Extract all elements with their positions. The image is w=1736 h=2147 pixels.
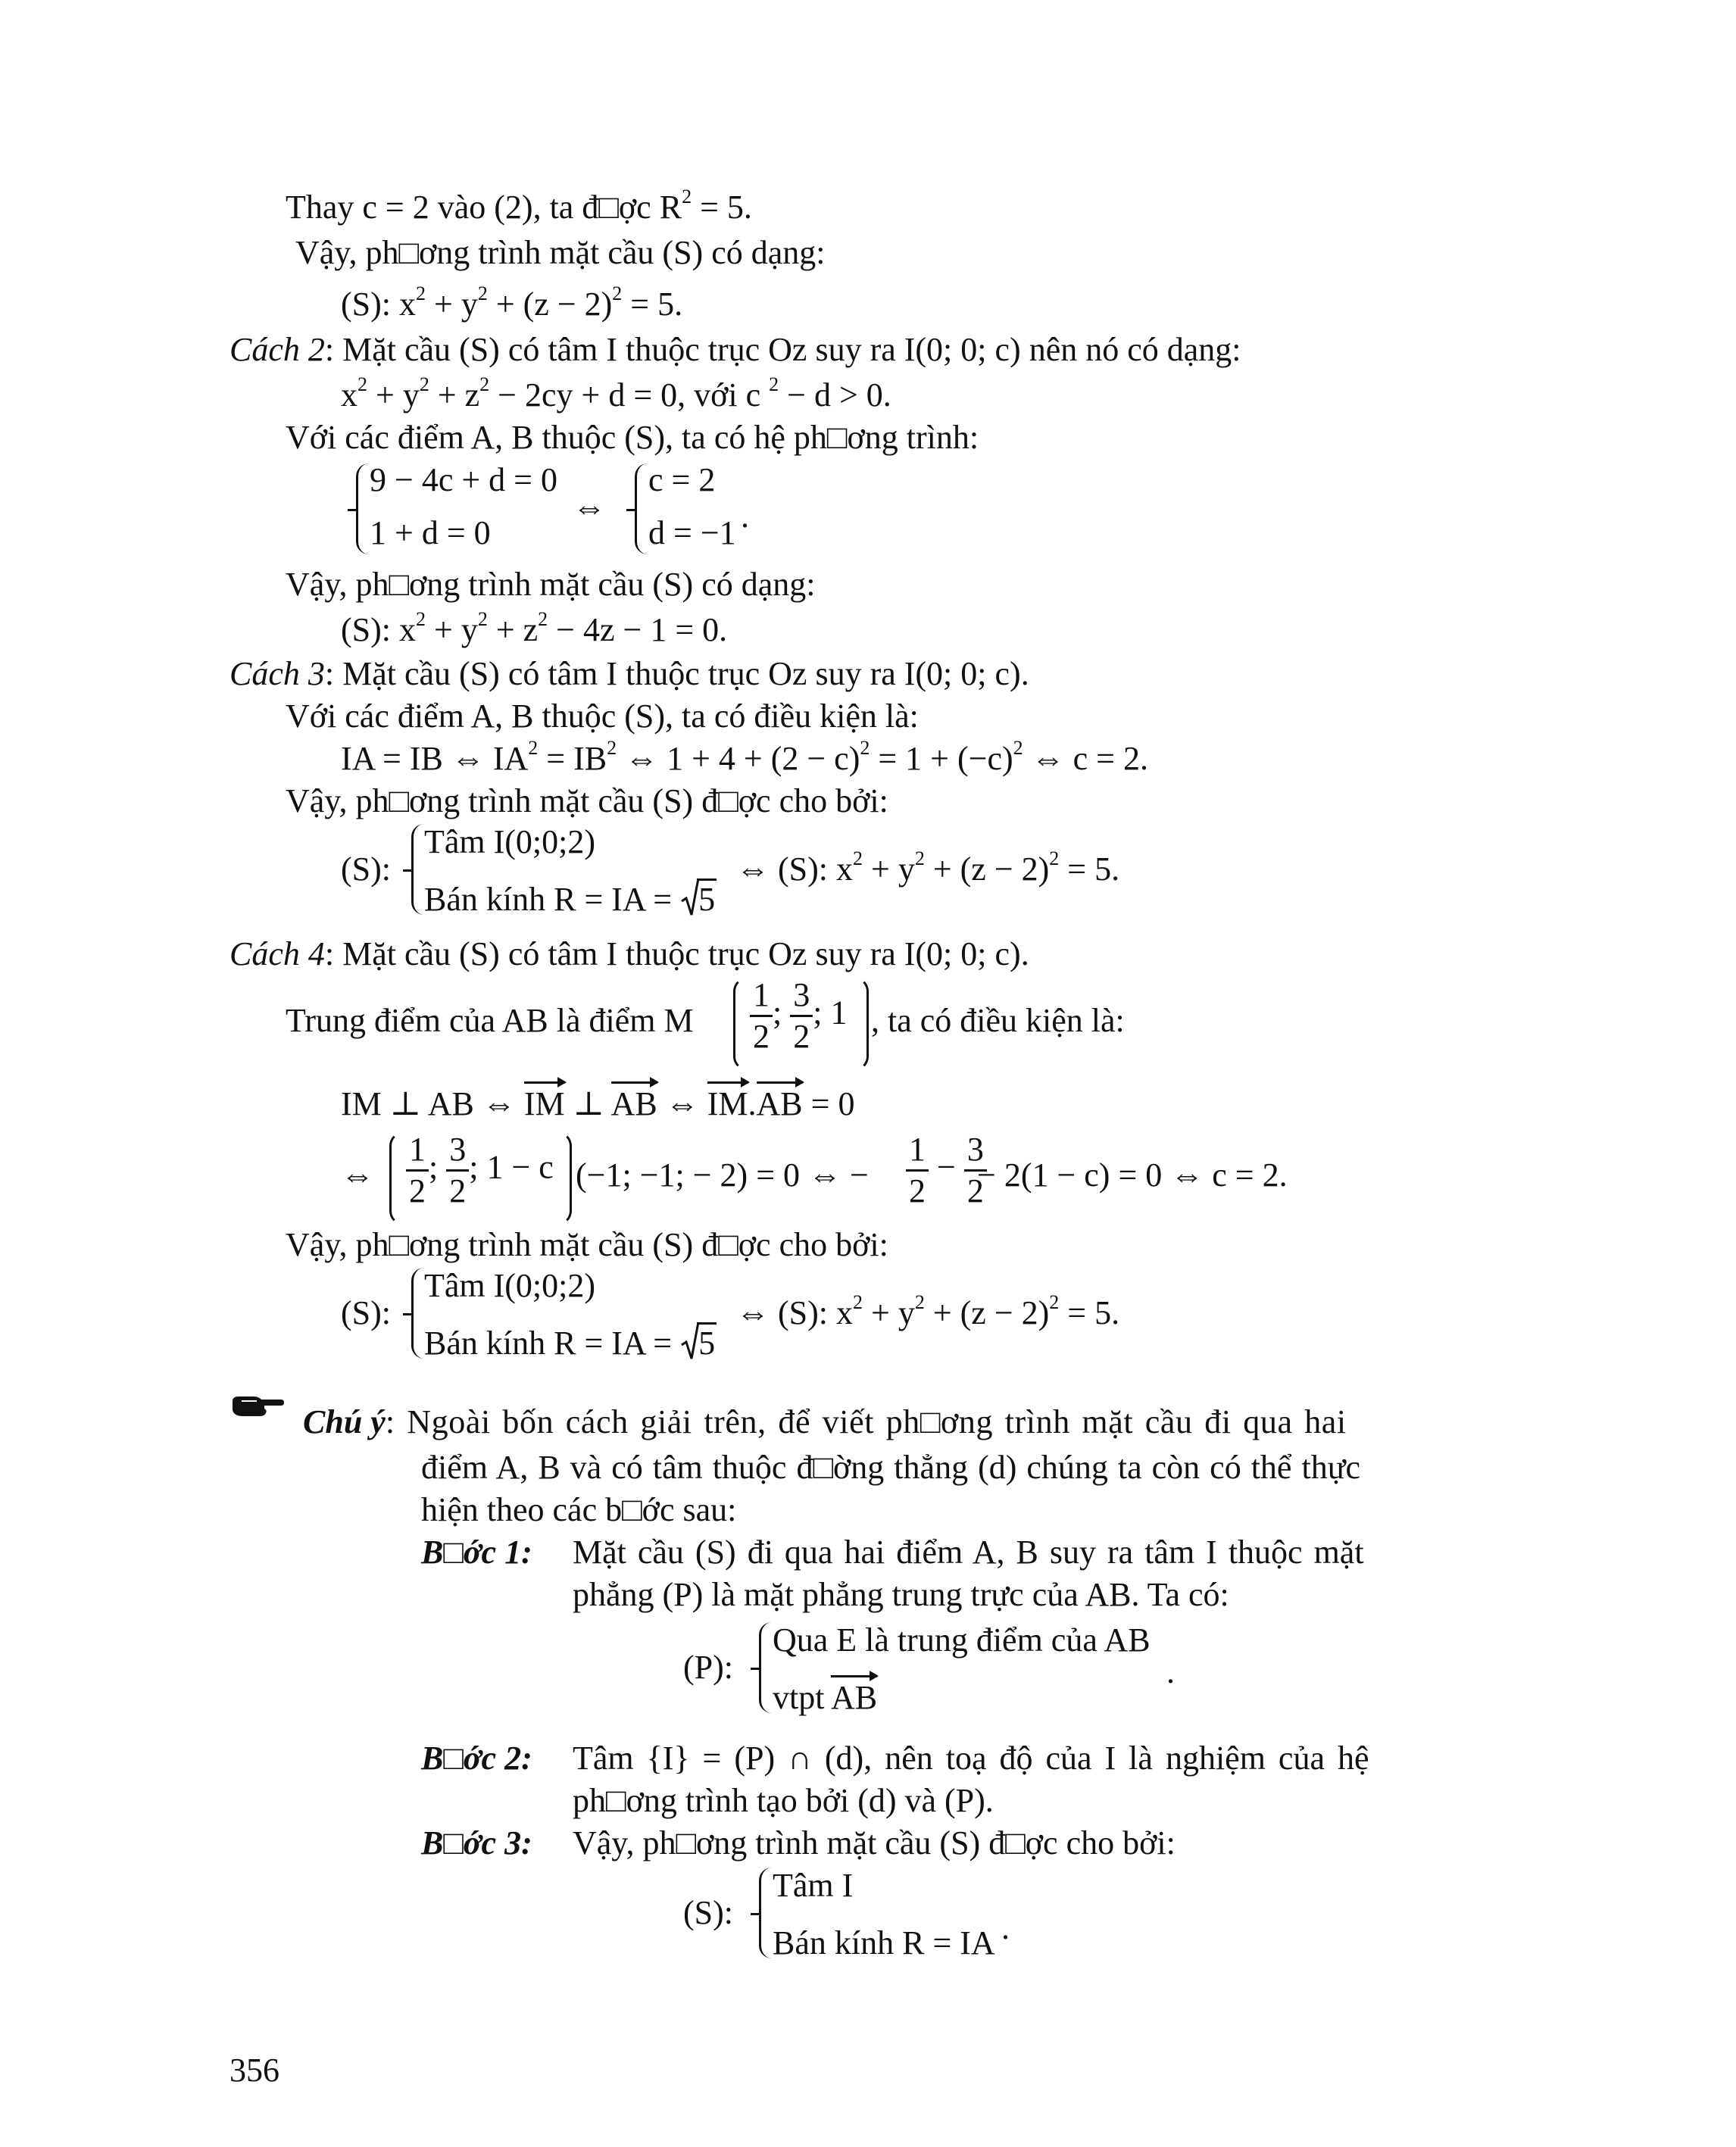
chu-y-line-2: điểm A, B và có tâm thuộc đ□ờng thẳng (d) chúng ta còn có thể thực [421,1449,1361,1486]
numerator: 1 [750,978,773,1017]
pointing-hand-icon [231,1393,284,1421]
text: + y [426,286,478,323]
step-1-text-1: Mặt cầu (S) đi qua hai điểm A, B suy ra tâm I thuộc mặt [573,1534,1364,1571]
step-3-text-1: Vậy, ph□ơng trình mặt cầu (S) đ□ợc cho bởi: [573,1824,1176,1861]
line-1 [286,186,752,226]
right-paren [557,1131,572,1225]
brace [356,463,369,554]
radius-row [424,1327,717,1360]
cach-3-label: Cách 3 [229,655,325,692]
period: . [1001,1909,1010,1946]
center-row: Tâm I(0;0;2) [424,1267,596,1304]
vector-ab: AB [757,1081,803,1122]
text: Bán kính R = IA = [424,1325,681,1362]
numerator: 3 [964,1133,987,1172]
equiv-symbol: ⇔ [573,488,606,526]
cach-4-line [229,935,1029,972]
numerator: 1 [906,1133,929,1172]
text: + (z − 2) [924,850,1050,888]
sup: 2 [612,282,623,304]
im-vector-coords [406,1133,554,1208]
line-13 [341,737,1148,777]
text: : Mặt cầu (S) có tâm I thuộc trục Oz suy ra I(0; 0; c). [324,935,1029,972]
sup: 2 [358,373,367,395]
text: − 4z − 1 = 0. [548,611,728,648]
brace [635,463,648,554]
sup: 2 [769,373,779,395]
cach-3-line [229,657,1029,691]
fraction-3-2 [790,978,813,1053]
sup: 2 [682,186,692,208]
text: IA = IB ⇔ IA [341,740,529,777]
cach-2-label: Cách 2 [229,331,325,368]
sup: 2 [1049,847,1060,869]
fraction-1-2 [750,978,773,1053]
vector-ab: AB [611,1081,657,1122]
center-i-row: Tâm I [773,1867,854,1904]
step-1-text-2: phẳng (P) là mặt phẳng trung trực của AB. Ta có: [573,1576,1229,1613]
text: ⇔ c = 2. [1023,740,1148,777]
sup: 2 [1049,1291,1060,1313]
text: ⇔ (S): x [736,1294,853,1331]
sup: 2 [416,282,426,304]
text: = 5. [1059,850,1120,888]
sqrt-icon [680,1321,700,1363]
numerator: 1 [406,1133,429,1172]
line-19 [341,1085,855,1122]
sys1-row2: 1 + d = 0 [370,514,491,551]
text: ; 1 − c [469,1148,554,1186]
line-12: Với các điểm A, B thuộc (S), ta có điều kiện là: [286,697,919,735]
vector-ab: AB [831,1675,877,1716]
line-18-prefix: Trung điểm của AB là điểm M [286,1002,694,1039]
text: IM ⊥ AB ⇔ [341,1085,524,1122]
page-number: 356 [229,2052,279,2089]
line-21: Vậy, ph□ơng trình mặt cầu (S) đ□ợc cho bởi: [286,1226,888,1263]
cach-2-line [229,333,1241,367]
text: − 2cy + d = 0, với c [489,376,770,413]
sys2-row1: c = 2 [648,461,716,498]
text: ⇔ 1 + 4 + (2 − c) [617,740,860,777]
text: ; 1 [813,994,848,1031]
sup: 2 [538,608,548,630]
text: x [341,376,358,413]
text: : Ngoài bốn cách giải trên, để viết ph□ơng trình mặt cầu đi qua hai [385,1403,1347,1440]
line-6: Với các điểm A, B thuộc (S), ta có hệ ph□ơng trình: [286,419,979,456]
line-18-suffix: , ta có điều kiện là: [871,1002,1125,1039]
radius-ia-row: Bán kính R = IA [773,1924,995,1961]
sup: 2 [479,373,490,395]
numerator: 3 [790,978,813,1017]
fraction-1-2 [406,1133,429,1208]
line-9: Vậy, ph□ơng trình mặt cầu (S) có dạng: [286,566,816,603]
line-20-mid: (−1; −1; − 2) = 0 ⇔ − [576,1156,869,1194]
text: = 5. [622,286,683,323]
sup: 2 [419,373,429,395]
sys1-row1: 9 − 4c + d = 0 [370,461,557,498]
brace [759,1868,772,1958]
text: + y [863,1294,915,1331]
text: = 5. [1059,1294,1120,1331]
text: = 0 [802,1085,855,1122]
numerator: 3 [446,1133,469,1172]
text: + (z − 2) [487,286,613,323]
text: + y [367,376,420,413]
line-2: Vậy, ph□ơng trình mặt cầu (S) có dạng: [295,234,826,271]
denominator: 2 [909,1172,926,1209]
eq-tail [736,1291,1120,1331]
s-label: (S): [683,1894,733,1931]
text: ⊥ [564,1085,611,1122]
text: Bán kính R = IA = [424,881,681,918]
sup: 2 [853,1291,863,1313]
step-3-label: B□ớc 3: [421,1824,532,1861]
text: (S): x [341,611,416,648]
sqrt-radicand: 5 [697,1322,717,1362]
text: : Mặt cầu (S) có tâm I thuộc trục Oz suy ra I(0; 0; c). [324,655,1029,692]
chu-y-label: Chú ý [303,1403,386,1440]
brace [411,1268,424,1359]
sqrt-expression [680,1327,717,1360]
text: = 5. [692,189,752,226]
text: Thay c = 2 vào (2), ta đ□ợc R [286,189,682,226]
text: = 1 + (−c) [870,740,1013,777]
period: . [1166,1653,1175,1690]
text: . [748,1085,757,1122]
brace [759,1622,772,1713]
chu-y-line [303,1403,1347,1440]
left-paren [733,977,748,1071]
sup: 2 [477,282,488,304]
text: + (z − 2) [924,1294,1050,1331]
p-label: (P): [683,1649,733,1686]
step-2-text-1: Tâm {I} = (P) ∩ (d), nên toạ độ của I là nghiệm của hệ [573,1740,1369,1777]
text: + y [426,611,478,648]
text: ; [429,1148,439,1186]
text: (S): x [341,286,416,323]
denominator: 2 [753,1018,770,1055]
sup: 2 [1013,737,1023,759]
fraction-1-2 [906,1133,929,1208]
line-14: Vậy, ph□ơng trình mặt cầu (S) đ□ợc cho bởi: [286,782,888,819]
line-10 [341,608,728,648]
step-2-text-2: ph□ơng trình tạo bởi (d) và (P). [573,1782,994,1819]
sqrt-icon [680,877,700,919]
cach-4-label: Cách 4 [229,935,325,972]
text: + z [429,376,480,413]
step-2-label: B□ớc 2: [421,1740,532,1777]
brace [411,824,424,915]
sup: 2 [416,608,426,630]
radius-row [424,883,717,916]
text: − [929,1148,964,1186]
line-20-end: − 2(1 − c) = 0 ⇔ c = 2. [977,1156,1288,1194]
p-row-1: Qua E là trung điểm của AB [773,1621,1151,1659]
midpoint-coords [750,978,847,1053]
step-1-label: B□ớc 1: [421,1534,532,1571]
period: . [741,498,749,535]
equiv-symbol: ⇔ [341,1156,374,1194]
sup: 2 [860,737,870,759]
text: vtpt [773,1679,832,1716]
sup: 2 [914,1291,925,1313]
sqrt-expression [680,883,717,916]
fraction-3-2 [446,1133,469,1208]
sup: 2 [914,847,925,869]
text: ; [773,994,782,1031]
p-row-2 [773,1681,877,1715]
sup: 2 [477,608,488,630]
text: ⇔ [657,1085,707,1122]
vector-im: IM [707,1081,748,1122]
right-paren [854,977,869,1071]
text: + z [487,611,539,648]
sup: 2 [607,737,617,759]
chu-y-line-3: hiện theo các b□ớc sau: [421,1491,737,1528]
denominator: 2 [966,1172,984,1209]
text: ⇔ (S): x [736,850,853,888]
sqrt-radicand: 5 [697,878,717,918]
sup: 2 [853,847,863,869]
center-row: Tâm I(0;0;2) [424,823,596,860]
text: = IB [538,740,607,777]
denominator: 2 [409,1172,426,1209]
line-3 [341,282,683,323]
s-label: (S): [341,1294,391,1331]
s-label: (S): [341,850,391,888]
vector-im: IM [524,1081,565,1122]
sup: 2 [528,737,539,759]
text: : Mặt cầu (S) có tâm I thuộc trục Oz suy ra I(0; 0; c) nên nó có dạng: [324,331,1241,368]
sys2-row2: d = −1 [648,514,736,551]
text: + y [863,850,915,888]
line-5 [341,373,891,413]
text: − d > 0. [779,376,891,413]
denominator: 2 [449,1172,467,1209]
eq-tail [736,847,1120,888]
denominator: 2 [793,1018,810,1055]
line-20-fractions [906,1133,987,1208]
left-paren [389,1131,404,1225]
